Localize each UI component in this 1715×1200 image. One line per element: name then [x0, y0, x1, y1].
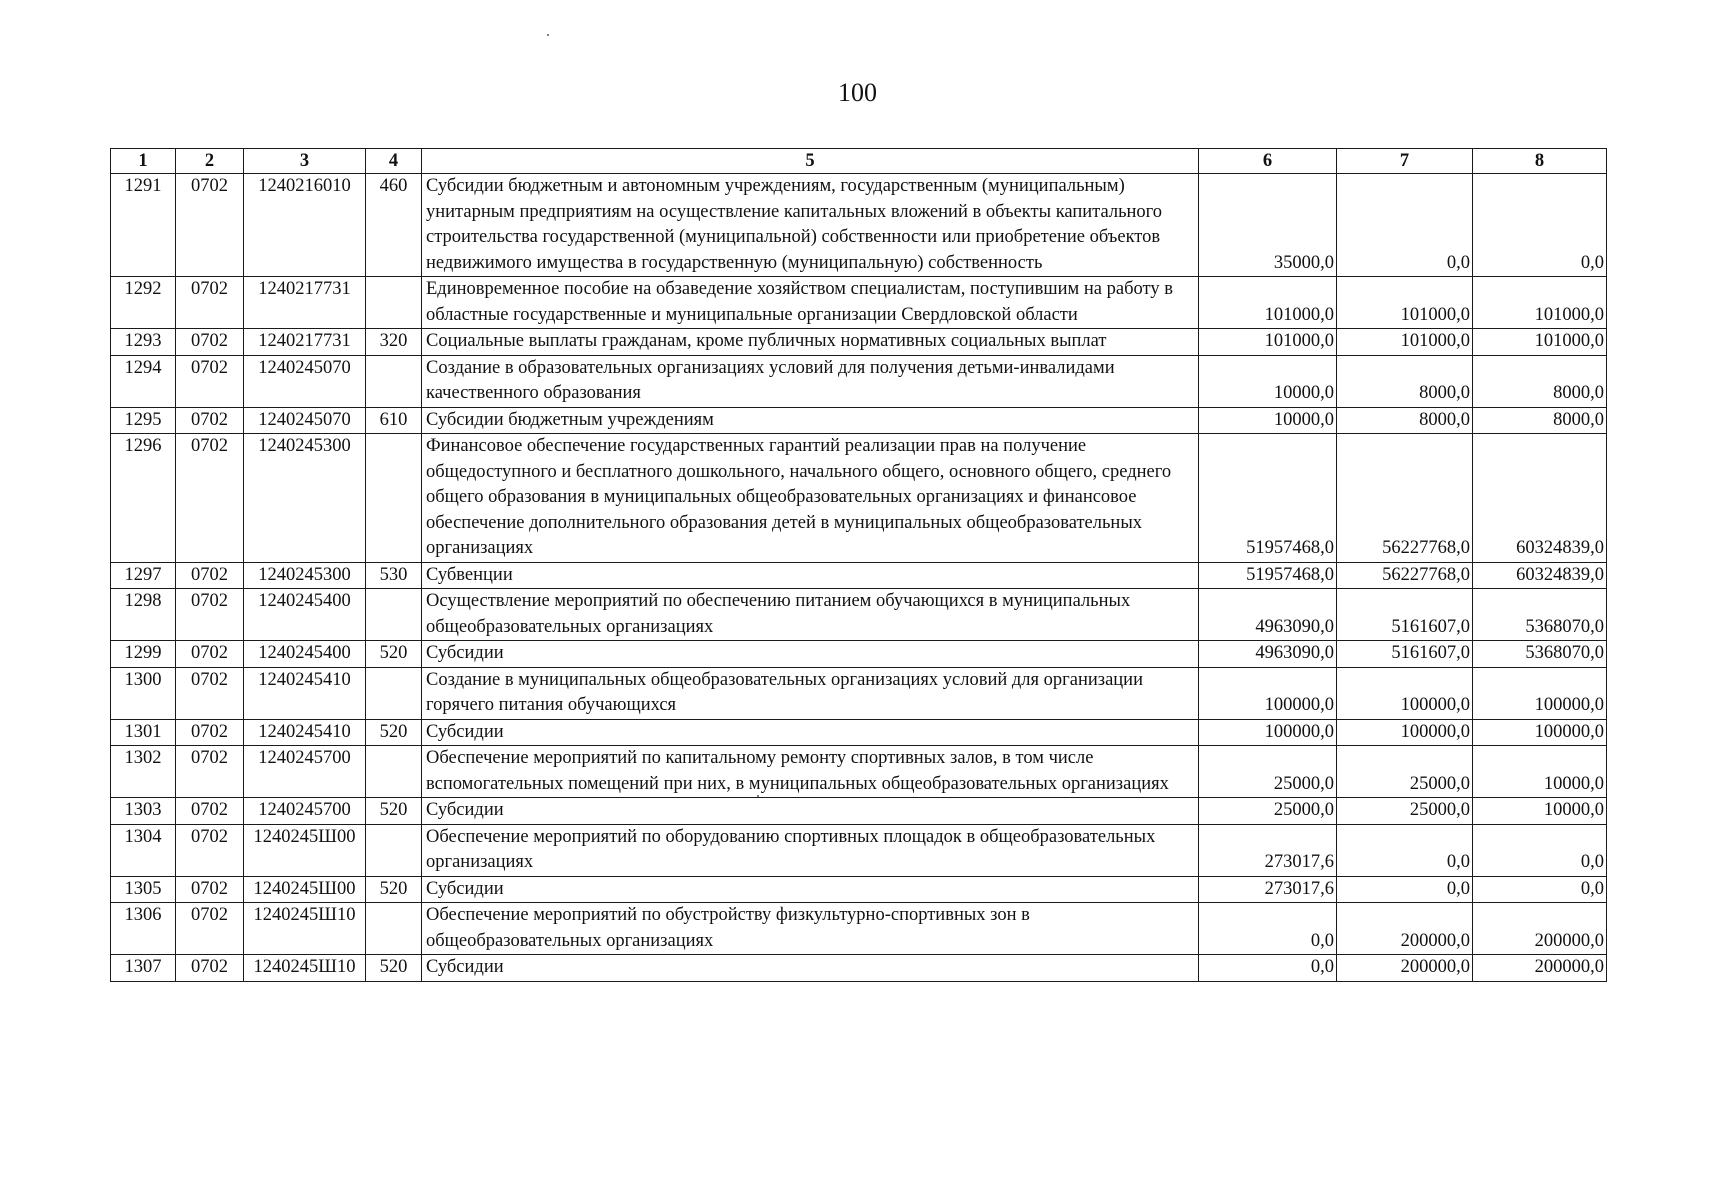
- row-number-cell: 1298: [111, 589, 176, 641]
- table-row: [111, 562, 1607, 589]
- description-cell: Социальные выплаты гражданам, кроме публичных нормативных социальных выплат: [422, 329, 1199, 356]
- amount-year2-cell: 100000,0: [1337, 667, 1473, 719]
- amount-year2-cell: 5161607,0: [1337, 589, 1473, 641]
- header-cell: 3: [244, 149, 366, 174]
- amount-year2-cell: 0,0: [1337, 824, 1473, 876]
- amount-year1-cell: 35000,0: [1199, 174, 1337, 277]
- row-number-cell: 1299: [111, 641, 176, 668]
- amount-year2-cell: 25000,0: [1337, 798, 1473, 825]
- amount-year2-cell: 0,0: [1337, 174, 1473, 277]
- header-cell: 4: [366, 149, 422, 174]
- target-article-cell: 1240245410: [244, 719, 366, 746]
- amount-year1-cell: 101000,0: [1199, 329, 1337, 356]
- row-number-cell: 1294: [111, 355, 176, 407]
- description-cell: Создание в муниципальных общеобразовательных организациях условий для организации горячего питания обучающихся: [422, 667, 1199, 719]
- amount-year2-cell: 25000,0: [1337, 746, 1473, 798]
- table-row: [111, 589, 1607, 641]
- row-number-cell: 1301: [111, 719, 176, 746]
- table-row: [111, 434, 1607, 563]
- table-row: [111, 329, 1607, 356]
- target-article-cell: 1240245300: [244, 434, 366, 563]
- target-article-cell: 1240245Ш10: [244, 955, 366, 982]
- section-code-cell: 0702: [176, 329, 244, 356]
- amount-year2-cell: 101000,0: [1337, 329, 1473, 356]
- target-article-cell: 1240245070: [244, 407, 366, 434]
- section-code-cell: 0702: [176, 903, 244, 955]
- section-code-cell: 0702: [176, 955, 244, 982]
- target-article-cell: 1240245700: [244, 798, 366, 825]
- amount-year1-cell: 10000,0: [1199, 355, 1337, 407]
- amount-year3-cell: 8000,0: [1473, 407, 1607, 434]
- description-cell: Создание в образовательных организациях условий для получения детьми-инвалидами качественного образования: [422, 355, 1199, 407]
- description-cell: Субсидии бюджетным учреждениям: [422, 407, 1199, 434]
- table-row: [111, 641, 1607, 668]
- header-cell: 8: [1473, 149, 1607, 174]
- amount-year3-cell: 100000,0: [1473, 667, 1607, 719]
- row-number-cell: 1303: [111, 798, 176, 825]
- amount-year3-cell: 101000,0: [1473, 329, 1607, 356]
- expense-type-cell: 520: [366, 955, 422, 982]
- section-code-cell: 0702: [176, 434, 244, 563]
- header-cell: 2: [176, 149, 244, 174]
- amount-year1-cell: 273017,6: [1199, 824, 1337, 876]
- amount-year3-cell: 0,0: [1473, 824, 1607, 876]
- expense-type-cell: 520: [366, 798, 422, 825]
- description-cell: Субсидии бюджетным и автономным учреждениям, государственным (муниципальным) унитарным предприятиям на осуществление капитальных вложений в объекты капитального строительства государственной (муниципальной) собственности или приобретение объектов недвижимого имущества в государственную (муниципальную) собственность: [422, 174, 1199, 277]
- section-code-cell: 0702: [176, 355, 244, 407]
- amount-year1-cell: 51957468,0: [1199, 434, 1337, 563]
- row-number-cell: 1304: [111, 824, 176, 876]
- amount-year2-cell: 8000,0: [1337, 355, 1473, 407]
- target-article-cell: 1240245300: [244, 562, 366, 589]
- target-article-cell: 1240245700: [244, 746, 366, 798]
- row-number-cell: 1295: [111, 407, 176, 434]
- amount-year2-cell: 200000,0: [1337, 955, 1473, 982]
- amount-year2-cell: 8000,0: [1337, 407, 1473, 434]
- table-row: [111, 667, 1607, 719]
- amount-year1-cell: 25000,0: [1199, 746, 1337, 798]
- amount-year2-cell: 101000,0: [1337, 277, 1473, 329]
- expense-type-cell: 520: [366, 876, 422, 903]
- header-cell: 6: [1199, 149, 1337, 174]
- description-cell: Субсидии: [422, 798, 1199, 825]
- expense-type-cell: [366, 667, 422, 719]
- amount-year3-cell: 5368070,0: [1473, 589, 1607, 641]
- description-cell: Обеспечение мероприятий по обустройству физкультурно-спортивных зон в общеобразовательных организациях: [422, 903, 1199, 955]
- amount-year3-cell: 200000,0: [1473, 903, 1607, 955]
- target-article-cell: 1240245Ш00: [244, 824, 366, 876]
- target-article-cell: 1240245Ш10: [244, 903, 366, 955]
- section-code-cell: 0702: [176, 641, 244, 668]
- amount-year1-cell: 0,0: [1199, 955, 1337, 982]
- amount-year1-cell: 51957468,0: [1199, 562, 1337, 589]
- amount-year3-cell: 60324839,0: [1473, 562, 1607, 589]
- row-number-cell: 1307: [111, 955, 176, 982]
- section-code-cell: 0702: [176, 824, 244, 876]
- description-cell: Финансовое обеспечение государственных гарантий реализации прав на получение общедоступного и бесплатного дошкольного, начального общего, основного общего, среднего общего образования в муниципальных общеобразовательных организациях и финансовое обеспечение дополнительного образования детей в муниципальных общеобразовательных организациях: [422, 434, 1199, 563]
- amount-year3-cell: 101000,0: [1473, 277, 1607, 329]
- amount-year3-cell: 0,0: [1473, 174, 1607, 277]
- budget-table: [110, 148, 1607, 982]
- amount-year2-cell: 0,0: [1337, 876, 1473, 903]
- amount-year2-cell: 100000,0: [1337, 719, 1473, 746]
- section-code-cell: 0702: [176, 719, 244, 746]
- section-code-cell: 0702: [176, 798, 244, 825]
- amount-year2-cell: 56227768,0: [1337, 562, 1473, 589]
- amount-year2-cell: 56227768,0: [1337, 434, 1473, 563]
- expense-type-cell: 520: [366, 641, 422, 668]
- amount-year3-cell: 8000,0: [1473, 355, 1607, 407]
- header-cell: 5: [422, 149, 1199, 174]
- expense-type-cell: [366, 355, 422, 407]
- row-number-cell: 1292: [111, 277, 176, 329]
- row-number-cell: 1305: [111, 876, 176, 903]
- expense-type-cell: [366, 824, 422, 876]
- amount-year1-cell: 100000,0: [1199, 719, 1337, 746]
- row-number-cell: 1291: [111, 174, 176, 277]
- amount-year3-cell: 10000,0: [1473, 798, 1607, 825]
- table-row: [111, 746, 1607, 798]
- target-article-cell: 1240245070: [244, 355, 366, 407]
- row-number-cell: 1300: [111, 667, 176, 719]
- expense-type-cell: 610: [366, 407, 422, 434]
- row-number-cell: 1297: [111, 562, 176, 589]
- section-code-cell: 0702: [176, 562, 244, 589]
- expense-type-cell: [366, 746, 422, 798]
- target-article-cell: 1240245400: [244, 641, 366, 668]
- amount-year2-cell: 200000,0: [1337, 903, 1473, 955]
- description-cell: Обеспечение мероприятий по капитальному ремонту спортивных залов, в том числе вспомогательных помещений при них, в муниципальных общеобразовательных организациях: [422, 746, 1199, 798]
- header-cell: 7: [1337, 149, 1473, 174]
- section-code-cell: 0702: [176, 667, 244, 719]
- amount-year1-cell: 4963090,0: [1199, 641, 1337, 668]
- expense-type-cell: 460: [366, 174, 422, 277]
- amount-year3-cell: 10000,0: [1473, 746, 1607, 798]
- amount-year1-cell: 0,0: [1199, 903, 1337, 955]
- description-cell: Осуществление мероприятий по обеспечению питанием обучающихся в муниципальных общеобразовательных организациях: [422, 589, 1199, 641]
- target-article-cell: 1240245410: [244, 667, 366, 719]
- target-article-cell: 1240217731: [244, 277, 366, 329]
- expense-type-cell: 530: [366, 562, 422, 589]
- header-row: [111, 149, 1607, 174]
- target-article-cell: 1240217731: [244, 329, 366, 356]
- amount-year1-cell: 10000,0: [1199, 407, 1337, 434]
- table-row: [111, 798, 1607, 825]
- description-cell: Субсидии: [422, 719, 1199, 746]
- table-row: [111, 277, 1607, 329]
- table-row: [111, 824, 1607, 876]
- scan-speck: [547, 34, 549, 36]
- target-article-cell: 1240216010: [244, 174, 366, 277]
- expense-type-cell: [366, 434, 422, 563]
- expense-type-cell: 320: [366, 329, 422, 356]
- description-cell: Субвенции: [422, 562, 1199, 589]
- description-cell: Субсидии: [422, 876, 1199, 903]
- row-number-cell: 1306: [111, 903, 176, 955]
- description-cell: Единовременное пособие на обзаведение хозяйством специалистам, поступившим на работу в областные государственные и муниципальные организации Свердловской области: [422, 277, 1199, 329]
- amount-year3-cell: 60324839,0: [1473, 434, 1607, 563]
- table-row: [111, 355, 1607, 407]
- table-row: [111, 174, 1607, 277]
- header-cell: 1: [111, 149, 176, 174]
- page-number: 100: [838, 78, 877, 107]
- section-code-cell: 0702: [176, 407, 244, 434]
- amount-year1-cell: 4963090,0: [1199, 589, 1337, 641]
- target-article-cell: 1240245400: [244, 589, 366, 641]
- section-code-cell: 0702: [176, 174, 244, 277]
- description-cell: Субсидии: [422, 955, 1199, 982]
- description-cell: Субсидии: [422, 641, 1199, 668]
- row-number-cell: 1293: [111, 329, 176, 356]
- section-code-cell: 0702: [176, 589, 244, 641]
- table-row: [111, 903, 1607, 955]
- expense-type-cell: [366, 903, 422, 955]
- table-row: [111, 955, 1607, 982]
- expense-type-cell: [366, 277, 422, 329]
- amount-year3-cell: 5368070,0: [1473, 641, 1607, 668]
- amount-year3-cell: 0,0: [1473, 876, 1607, 903]
- amount-year1-cell: 101000,0: [1199, 277, 1337, 329]
- section-code-cell: 0702: [176, 277, 244, 329]
- table-row: [111, 407, 1607, 434]
- amount-year1-cell: 25000,0: [1199, 798, 1337, 825]
- amount-year1-cell: 100000,0: [1199, 667, 1337, 719]
- expense-type-cell: [366, 589, 422, 641]
- amount-year1-cell: 273017,6: [1199, 876, 1337, 903]
- expense-type-cell: 520: [366, 719, 422, 746]
- amount-year3-cell: 200000,0: [1473, 955, 1607, 982]
- table-row: [111, 719, 1607, 746]
- section-code-cell: 0702: [176, 746, 244, 798]
- amount-year3-cell: 100000,0: [1473, 719, 1607, 746]
- row-number-cell: 1296: [111, 434, 176, 563]
- section-code-cell: 0702: [176, 876, 244, 903]
- row-number-cell: 1302: [111, 746, 176, 798]
- amount-year2-cell: 5161607,0: [1337, 641, 1473, 668]
- target-article-cell: 1240245Ш00: [244, 876, 366, 903]
- table-row: [111, 876, 1607, 903]
- description-cell: Обеспечение мероприятий по оборудованию спортивных площадок в общеобразовательных организациях: [422, 824, 1199, 876]
- scan-speck: [757, 795, 759, 797]
